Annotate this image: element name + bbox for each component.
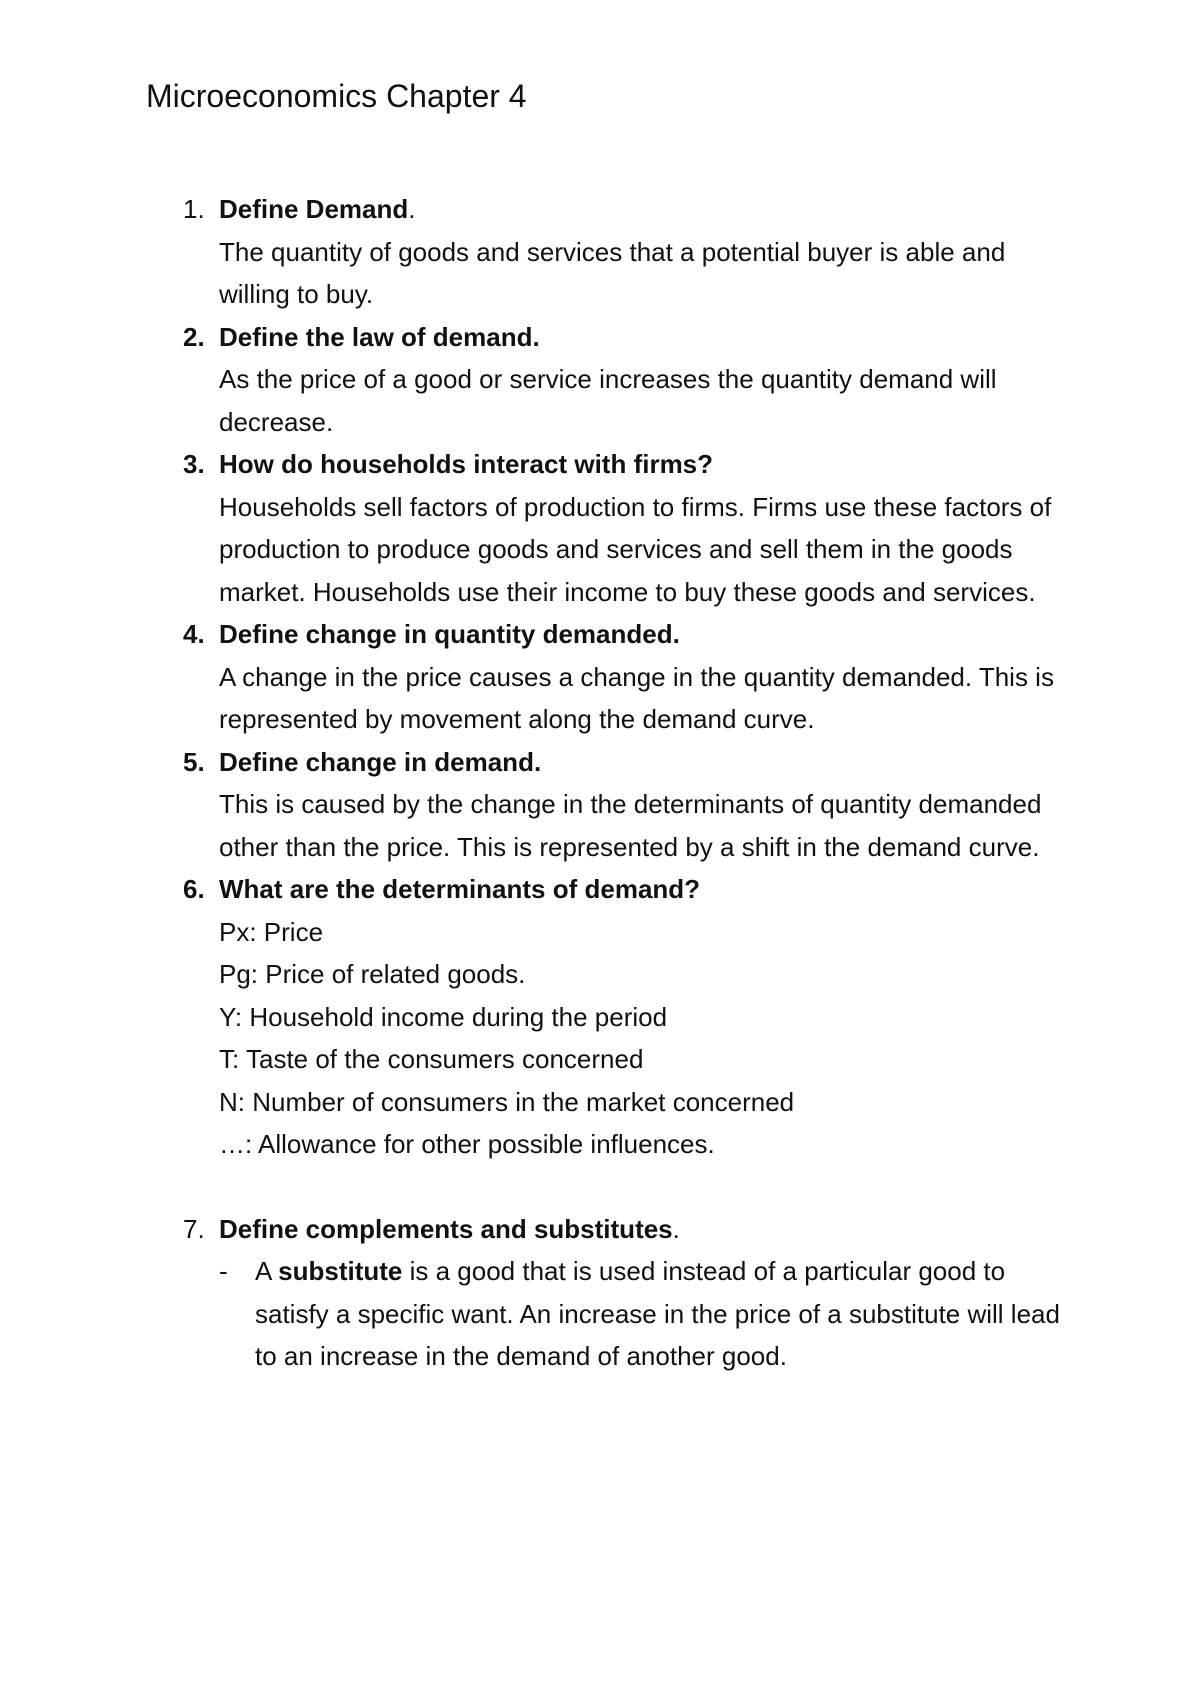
question-number: 4.: [183, 619, 205, 649]
determinant-price: Px: Price: [219, 916, 324, 947]
question-answer: As the price of a good or service increases the quantity demand will decrease.: [219, 364, 997, 437]
question-heading: How do households interact with firms?: [219, 449, 714, 479]
question-heading: What are the determinants of demand?: [219, 874, 701, 904]
bullet-item-substitute: [0, 1250, 1200, 1378]
question-heading: [219, 1208, 1200, 1251]
bullet-text: [255, 1250, 1065, 1378]
question-heading-tail: .: [672, 1213, 680, 1244]
question-number: 1.: [183, 194, 205, 224]
determinant-related-goods: Pg: Price of related goods.: [219, 959, 526, 989]
bullet-dash: -: [219, 1256, 228, 1286]
bullet-lead: A: [255, 1256, 279, 1286]
question-heading-text: Define Demand: [219, 194, 409, 224]
question-item-6: [0, 868, 1200, 1166]
question-heading: Define the law of demand.: [219, 321, 540, 352]
question-number: 3.: [183, 449, 205, 479]
question-item-2: [0, 316, 1200, 444]
determinant-taste: T: Taste of the consumers concerned: [219, 1044, 644, 1074]
determinant-income: Y: Household income during the period: [219, 1001, 668, 1032]
question-item-1: [0, 188, 1200, 316]
question-item-5: [0, 741, 1200, 869]
bullet-list: [0, 1250, 1200, 1378]
determinant-other-influences: …: Allowance for other possible influences.: [219, 1129, 715, 1159]
question-answer: The quantity of goods and services that a potential buyer is able and willing to buy.: [219, 236, 1006, 309]
question-answer: This is caused by the change in the determinants of quantity demanded other than the price. This is represented by a shift in the demand curve.: [219, 789, 1042, 862]
question-heading: [219, 188, 1200, 231]
bullet-rest: is a good that is used instead of a particular good to satisfy a specific want. An increase in the price of a substitute will lead to an increase in the demand of another good.: [255, 1256, 1060, 1371]
question-heading: Define change in quantity demanded.: [219, 619, 680, 649]
question-answer: A change in the price causes a change in the quantity demanded. This is represented by movement along the demand curve.: [219, 661, 1054, 734]
document-title: Microeconomics Chapter 4: [146, 78, 527, 114]
question-item-4: [0, 613, 1200, 741]
question-answer: Households sell factors of production to firms. Firms use these factors of production to produce goods and services and sell them in the goods market. Households use their income to buy these goods and services.: [219, 491, 1052, 607]
determinant-number-of-consumers: N: Number of consumers in the market concerned: [219, 1086, 795, 1117]
bullet-term: substitute: [278, 1256, 403, 1286]
question-number: 2.: [183, 321, 205, 352]
question-item-3: [0, 443, 1200, 613]
question-list: [0, 188, 1200, 1378]
question-number: 6.: [183, 874, 205, 904]
question-number: 7.: [183, 1213, 205, 1244]
question-heading-tail: .: [408, 194, 416, 224]
question-number: 5.: [183, 746, 205, 777]
question-item-7: [0, 1208, 1200, 1378]
question-heading-text: Define complements and substitutes: [219, 1213, 673, 1244]
question-heading: Define change in demand.: [219, 746, 542, 777]
